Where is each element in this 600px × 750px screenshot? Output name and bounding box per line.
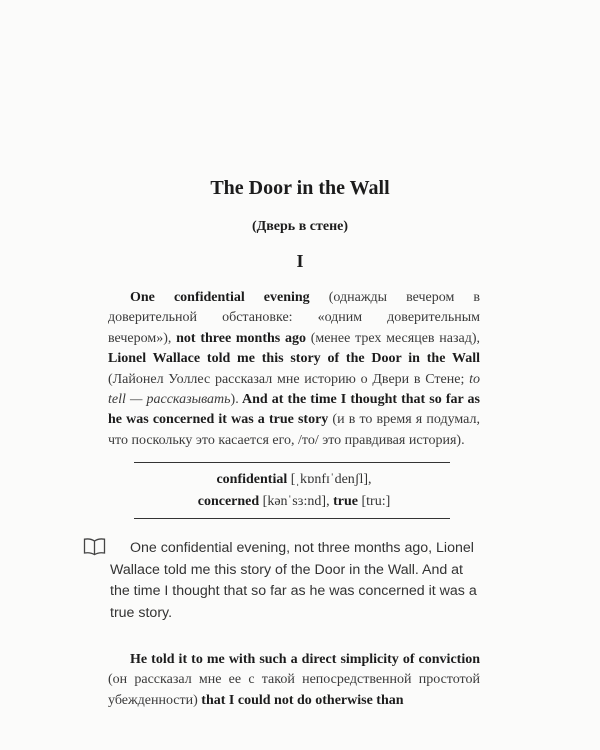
english-phrase: One confidential evening <box>130 290 310 305</box>
russian-translation: (и в то время я подумал, что поскольку это касается его, /то/ это правдивая история). <box>108 412 480 448</box>
divider-bottom <box>134 518 450 519</box>
vocab-word: true <box>329 494 358 509</box>
russian-translation: (он рассказал мне ее с такой непосредственной простотой убежденности) <box>108 672 480 708</box>
paragraph-text <box>108 288 480 451</box>
original-text: One confidential evening, not three months ago, Lionel Wallace told me this story of the Door in the Wall. And at the time I thought that so far as he was concerned it was a true story. <box>110 540 477 621</box>
english-phrase: Lionel Wallace told me this story of the Door in the Wall <box>108 351 480 367</box>
russian-translation: (однажды вечером в доверительной обстановке: «одним доверительным вечером»), <box>108 290 480 346</box>
transcription: [kənˈsɜ:nd], <box>259 494 330 509</box>
english-phrase: And at the time I thought that so far as he was concerned it was a true story <box>108 392 480 428</box>
vocabulary-note: to tell — рассказывать <box>108 371 480 408</box>
vocab-word: concerned <box>197 494 260 509</box>
transcription: [tru:] <box>357 494 391 509</box>
divider-top <box>134 462 450 463</box>
pronunciation-line <box>108 469 480 491</box>
vocab-word: confidential <box>216 472 288 487</box>
english-phrase: that I could not do otherwise than <box>197 692 404 708</box>
pronunciation-line <box>108 491 480 513</box>
story-title: The Door in the Wall <box>210 177 390 199</box>
pronunciation-box <box>108 469 480 513</box>
transcription: [ˌkɒnfɪˈdenʃl], <box>287 472 372 487</box>
chapter-number: I <box>296 251 304 271</box>
english-phrase: He told it to me with such a direct simplicity of conviction <box>130 652 480 667</box>
annotated-paragraph-1 <box>108 288 480 451</box>
russian-translation: (менее трех месяцев назад), <box>305 330 480 346</box>
annotated-paragraph-2 <box>108 650 480 711</box>
open-book-icon <box>83 537 106 556</box>
russian-translation: ). <box>230 392 239 408</box>
story-subtitle: (Дверь в стене) <box>251 219 349 234</box>
russian-translation: (Лайонел Уоллес рассказал мне историю о Двери в Стене; <box>108 371 470 387</box>
english-phrase: not three months ago <box>171 330 306 346</box>
paragraph-text <box>108 650 480 711</box>
